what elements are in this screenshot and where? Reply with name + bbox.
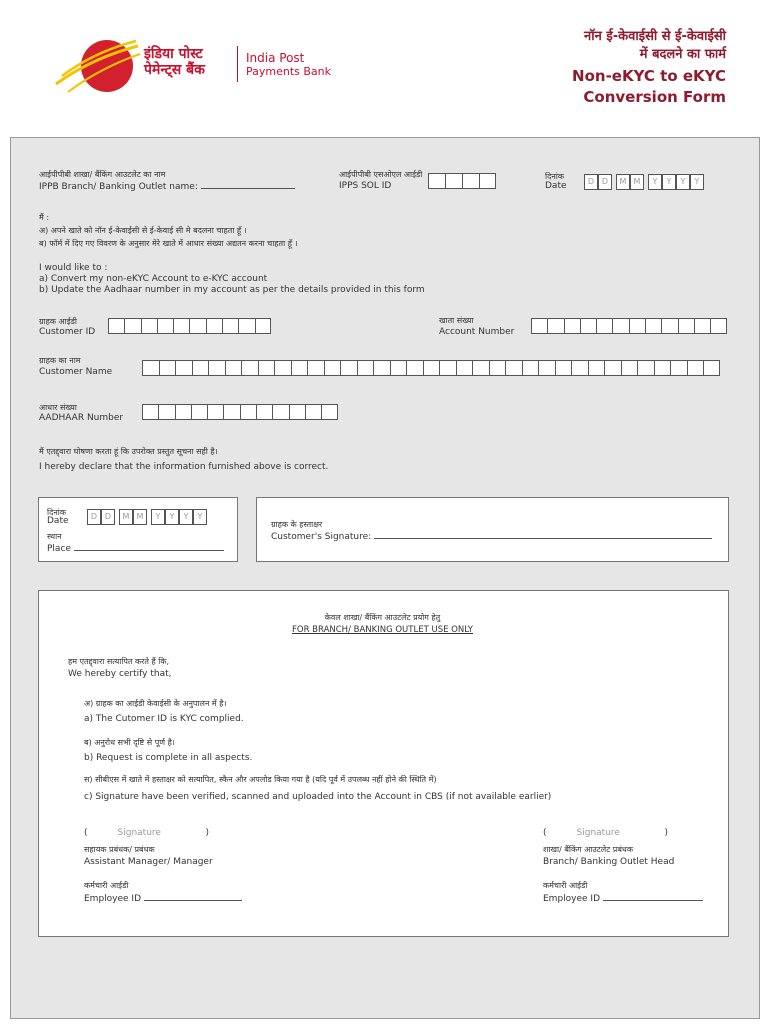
certify-en: We hereby certify that, bbox=[68, 669, 172, 679]
branch-label-en: IPPB Branch/ Banking Outlet name: bbox=[39, 180, 295, 193]
date-label-hindi: दिनांक bbox=[545, 172, 564, 181]
head-emp-label-hindi: कर्मचारी आईडी bbox=[543, 881, 588, 890]
declare-hindi: मैं एतद्द्वारा घोषणा करता हूं कि उपरोक्त प्रस्तुत सूचना सही है। bbox=[39, 447, 218, 456]
customer-signature-field[interactable] bbox=[374, 530, 712, 539]
place-label-hindi: स्थान bbox=[47, 532, 62, 541]
date2-boxes[interactable]: D D M M Y Y Y Y bbox=[87, 509, 209, 525]
head-employee-id-field[interactable] bbox=[603, 892, 703, 901]
name-label-hindi: ग्राहक का नाम bbox=[39, 356, 81, 365]
intro-en: I would like to : bbox=[39, 263, 108, 273]
head-signature-field[interactable]: ( Signature ) bbox=[543, 828, 668, 838]
logo-hindi-line1: इंडिया पोस्ट bbox=[144, 46, 203, 62]
aadhaar-label-en: AADHAAR Number bbox=[39, 413, 124, 423]
clause-b-hindi: ब) अनुरोध सभी दृष्टि से पूर्ण है। bbox=[84, 738, 175, 747]
clause-c-hindi: स) सीबीएस में खाते में हस्ताक्षर को सत्यापित, स्कैन और अपलोड किया गया है (यदि पूर्व में उपलब्ध नहीं होने की स्थिति में) bbox=[84, 775, 437, 784]
declare-en: I hereby declare that the information furnished above is correct. bbox=[39, 462, 329, 472]
name-label-en: Customer Name bbox=[39, 367, 113, 377]
form-title bbox=[572, 28, 726, 108]
mgr-emp-label-hindi: कर्मचारी आईडी bbox=[84, 881, 129, 890]
logo-hindi-line2: पेमेन्ट्स बैंक bbox=[144, 62, 205, 78]
head-label-hindi: शाखा/ बैंकिंग आउटलेट प्रबंधक bbox=[543, 845, 633, 854]
title-hindi-line2: में बदलने का फार्म bbox=[639, 47, 726, 62]
ippb-logo-mark-icon bbox=[52, 38, 142, 100]
mgr-employee-id-field[interactable] bbox=[144, 892, 242, 901]
certify-hindi: हम एतद्द्वारा सत्यापित करते हैं कि, bbox=[68, 657, 170, 666]
mgr-label-hindi: सहायक प्रबंधक/ प्रबंधक bbox=[84, 845, 155, 854]
logo-en-line1: India Post bbox=[246, 51, 305, 65]
mgr-signature-field[interactable]: ( Signature ) bbox=[84, 828, 209, 838]
head-label-en: Branch/ Banking Outlet Head bbox=[543, 857, 675, 867]
aadhaar-number-boxes[interactable] bbox=[142, 404, 338, 420]
custid-label-en: Customer ID bbox=[39, 327, 96, 337]
clause-c-en: c) Signature have been verified, scanned and uploaded into the Account in CBS (if not available earlier) bbox=[84, 792, 552, 802]
clause-b-en: b) Request is complete in all aspects. bbox=[84, 753, 253, 763]
custsig-label-hindi: ग्राहक के हस्ताक्षर bbox=[271, 520, 323, 529]
mgr-label-en: Assistant Manager/ Manager bbox=[84, 857, 213, 867]
clause-a-en: a) The Cutomer ID is KYC complied. bbox=[84, 714, 244, 724]
customer-name-boxes[interactable] bbox=[142, 360, 720, 376]
date-label-en: Date bbox=[545, 181, 567, 191]
ippb-logo bbox=[52, 38, 352, 100]
date2-label-hindi: दिनांक bbox=[47, 508, 66, 517]
custid-label-hindi: ग्राहक आईडी bbox=[39, 317, 77, 326]
acct-label-en: Account Number bbox=[439, 327, 515, 337]
logo-en-line2: Payments Bank bbox=[246, 65, 332, 78]
acct-label-hindi: खाता संख्या bbox=[439, 316, 474, 325]
intent-b-en: b) Update the Aadhaar number in my account as per the details provided in this form bbox=[39, 285, 425, 295]
custsig-label-en: Customer's Signature: bbox=[271, 530, 712, 543]
intro-hindi: मैं : bbox=[39, 213, 50, 222]
sol-id-boxes[interactable] bbox=[428, 173, 496, 189]
branch-name-field[interactable] bbox=[201, 180, 295, 189]
title-en-line2: Conversion Form bbox=[583, 88, 726, 106]
place-label-en: Place bbox=[47, 542, 224, 555]
date2-label-en: Date bbox=[47, 516, 69, 526]
place-field[interactable] bbox=[74, 542, 224, 551]
aadhaar-label-hindi: आधार संख्या bbox=[39, 403, 77, 412]
intent-a-hindi: अ) अपने खाते को नॉन ई-केवाईसी से ई-केवाई सी मे बदलना चाहता हूँ । bbox=[39, 226, 247, 235]
account-number-boxes[interactable] bbox=[531, 318, 727, 334]
office-title-hindi: केवल शाखा/ बैंकिंग आउटलेट प्रयोग हेतु bbox=[324, 613, 441, 622]
head-emp-label-en: Employee ID bbox=[543, 892, 703, 905]
title-en-line1: Non-eKYC to eKYC bbox=[572, 67, 726, 85]
date-boxes[interactable]: D D M M Y Y Y Y bbox=[584, 174, 706, 190]
office-title-en: FOR BRANCH/ BANKING OUTLET USE ONLY bbox=[291, 625, 474, 635]
customer-id-boxes[interactable] bbox=[108, 318, 271, 334]
intent-b-hindi: ब) फॉर्म में दिए गए विवरण के अनुसार मेरे खाते में आधार संख्या अद्यतन करना चाहता हूँ । bbox=[39, 239, 298, 248]
sol-label-hindi: आईपीपीबी एसओएल आईडी bbox=[339, 170, 423, 179]
sol-label-en: IPPS SOL ID bbox=[339, 181, 392, 191]
branch-label-hindi: आईपीपीबी शाखा/ बैंकिंग आउटलेट का नाम bbox=[39, 170, 166, 179]
mgr-emp-label-en: Employee ID bbox=[84, 892, 242, 905]
clause-a-hindi: अ) ग्राहक का आईडी केवाईसी के अनुपालन में है। bbox=[84, 699, 227, 708]
intent-a-en: a) Convert my non-eKYC Account to e-KYC account bbox=[39, 274, 268, 284]
title-hindi-line1: नॉन ई-केवाईसी से ई-केवाईसी bbox=[584, 29, 726, 44]
